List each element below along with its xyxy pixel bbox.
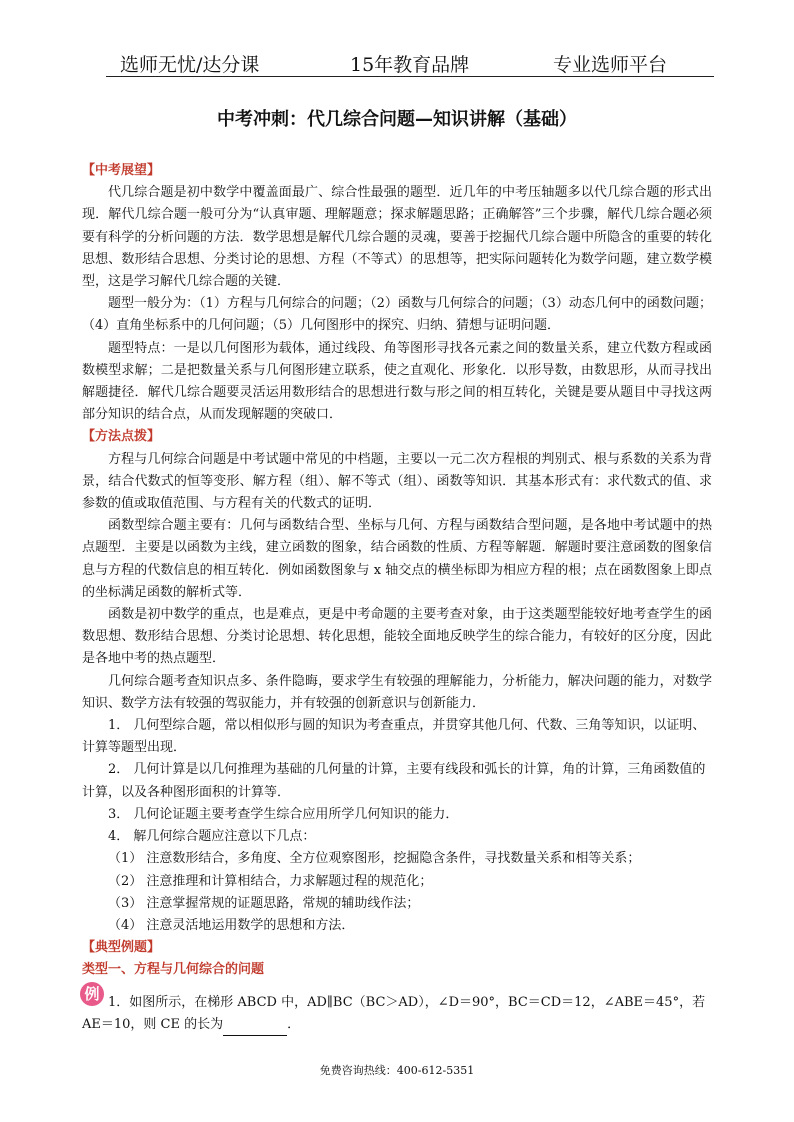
page-header — [106, 46, 714, 77]
example-question-text: 1．如图所示，在梯形 ABCD 中，AD∥BC（BC＞AD），∠D＝90°，BC＝CD＝12，∠ABE＝45°，若 AE＝10，则 CE 的长为 — [82, 994, 706, 1032]
section-heading-outlook: 【中考展望】 — [82, 163, 161, 178]
example-badge-icon: 例 — [80, 982, 104, 1006]
header-left-brand: 选师无忧/达分课 — [120, 54, 260, 76]
header-right-slogan: 专业选师平台 — [553, 54, 668, 76]
document-body — [82, 160, 712, 1036]
paragraph: 题型一般分为：（1）方程与几何综合的问题；（2）函数与几何综合的问题；（3）动态几何中的函数问题；（4）直角坐标系中的几何问题；（5）几何图形中的探究、归纳、猜想与证明问题． — [82, 296, 712, 334]
footer-hotline: 免费咨询热线：400-612-5351 — [319, 1064, 475, 1077]
list-item: 3． 几何论证题主要考查学生综合应用所学几何知识的能力． — [108, 806, 459, 822]
document-title: 中考冲刺：代几综合问题—知识讲解（基础） — [217, 109, 577, 130]
paragraph: 几何综合题考查知识点多、条件隐晦，要求学生有较强的理解能力，分析能力，解决问题的能力，对数学知识、数学方法有较强的驾驭能力，并有较强的创新意识与创新能力． — [82, 673, 712, 711]
sub-list-item: （4） 注意灵活地运用数学的思想和方法． — [108, 917, 355, 933]
section-heading-methods: 【方法点拨】 — [82, 429, 161, 445]
example-1 — [82, 984, 712, 1036]
example-question — [82, 992, 712, 1036]
paragraph: 方程与几何综合问题是中考试题中常见的中档题，主要以一元二次方程根的判别式、根与系数的关系为背景，结合代数式的恒等变形、解方程（组）、解不等式（组）、函数等知识．其基本形式有：求代数式的值、求参数的值或取值范围、与方程有关的代数式的证明． — [82, 451, 712, 512]
section-heading-examples: 【典型例题】 — [82, 940, 161, 956]
list-item: 4． 解几何综合题应注意以下几点： — [108, 829, 316, 845]
answer-blank — [223, 1022, 287, 1036]
sub-list-item: （3） 注意掌握常规的证题思路，常规的辅助线作法； — [108, 895, 420, 911]
example-question-end: ． — [287, 1016, 301, 1032]
example-type-heading: 类型一、方程与几何综合的问题 — [82, 962, 265, 978]
paragraph: 题型特点：一是以几何图形为载体，通过线段、角等图形寻找各元素之间的数量关系，建立代数方程或函数模型求解；二是把数量关系与几何图形建立联系，使之直观化、形象化．以形导数，由数思形，从而寻找出解题捷径．解代几综合题要灵活运用数形结合的思想进行数与形之间的相互转化，关键是要从题目中寻找这两部分知识的结合点，从而发现解题的突破口． — [82, 340, 712, 423]
list-item: 2． 几何计算是以几何推理为基础的几何量的计算，主要有线段和弧长的计算，角的计算，三角函数值的计算，以及各种图形面积的计算等． — [82, 762, 706, 800]
paragraph: 函数是初中数学的重点，也是难点，更是中考命题的主要考查对象，由于这类题型能较好地考查学生的函数思想、数形结合思想、分类讨论思想、转化思想，能较全面地反映学生的综合能力，有较好的区分度，因此是各地中考的热点题型． — [82, 607, 712, 667]
paragraph: 代几综合题是初中数学中覆盖面最广、综合性最强的题型．近几年的中考压轴题多以代几综合题的形式出现．解代几综合题一般可分为“认真审题、理解题意；探求解题思路；正确解答”三个步骤，解代几综合题必须要有科学的分析问题的方法．数学思想是解代几综合题的灵魂，要善于挖掘代几综合题中所隐含的重要的转化思想、数形结合思想、分类讨论的思想、方程（不等式）的思想等，把实际问题转化为数学问题，建立数学模型，这是学习解代几综合题的关键． — [82, 185, 712, 290]
header-center-slogan: 15年教育品牌 — [350, 54, 470, 76]
paragraph: 函数型综合题主要有：几何与函数结合型、坐标与几何、方程与函数结合型问题，是各地中考试题中的热点题型．主要是以函数为主线，建立函数的图象，结合函数的性质、方程等解题．解题时要注意函数的图象信息与方程的代数信息的相互转化．例如函数图象与 x 轴交点的横坐标即为相应方程的根；点在函数图象上即点的坐标满足函数的解析式等． — [82, 518, 712, 600]
sub-list-item: （1） 注意数形结合，多角度、全方位观察图形，挖掘隐含条件，寻找数量关系和相等关系； — [108, 851, 641, 867]
list-item: 1． 几何型综合题，常以相似形与圆的知识为考查重点，并贯穿其他几何、代数、三角等知识，以证明、计算等题型出现． — [82, 718, 706, 756]
sub-list-item: （2） 注意推理和计算相结合，力求解题过程的规范化； — [108, 873, 433, 889]
